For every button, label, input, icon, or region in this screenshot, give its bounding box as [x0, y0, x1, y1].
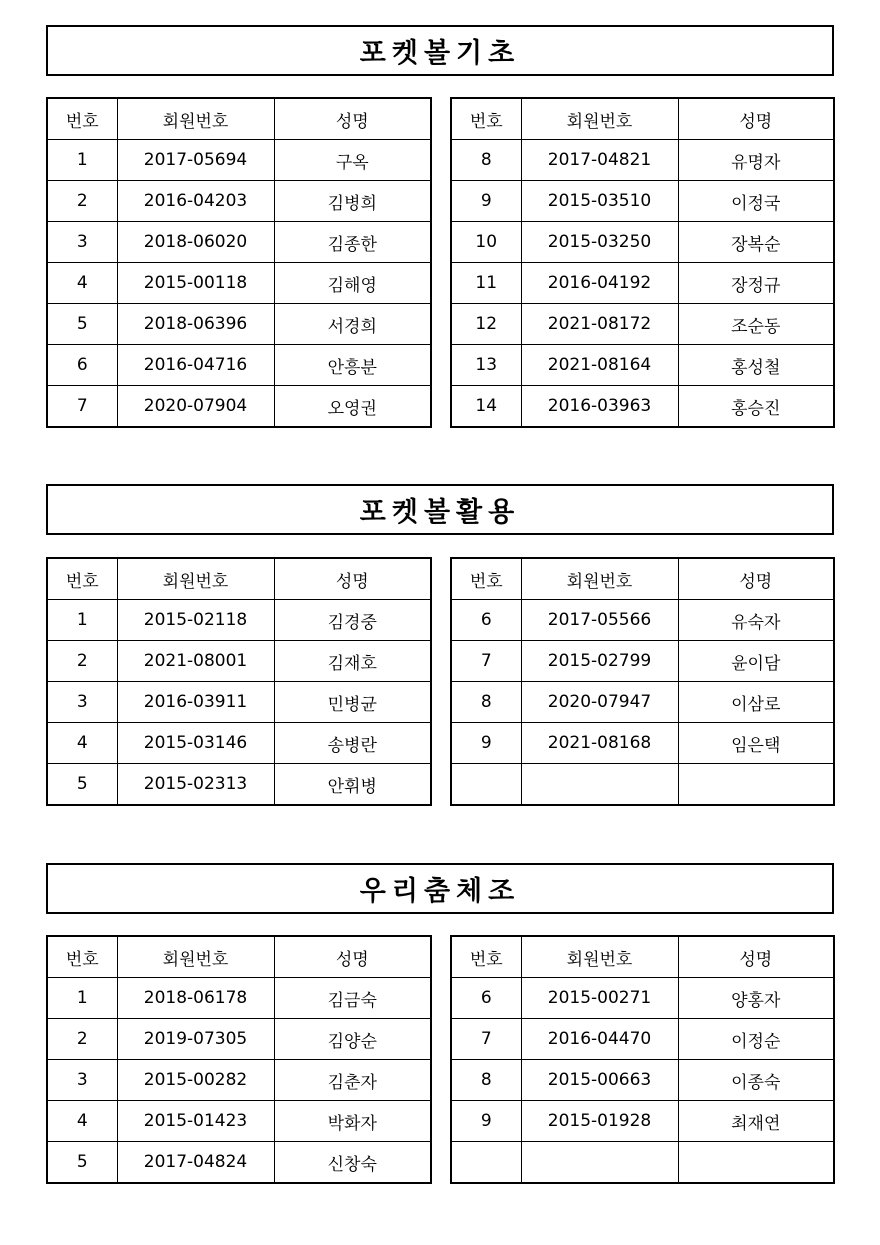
- member-id-cell: 2015-01928: [521, 1101, 678, 1142]
- member-id-cell: 2018-06396: [117, 304, 274, 345]
- section-title: 우리춤체조: [46, 863, 834, 914]
- member-name-cell: 김재호: [274, 641, 431, 682]
- member-name-cell: 구옥: [274, 140, 431, 181]
- table-row: [47, 1060, 431, 1101]
- header-row: [451, 558, 834, 600]
- member-name-cell: 이정국: [678, 181, 834, 222]
- member-number-cell: 8: [451, 140, 521, 181]
- table-row: [47, 304, 431, 345]
- member-number-cell: 9: [451, 723, 521, 764]
- member-name-cell: 서경희: [274, 304, 431, 345]
- table-row: [47, 1142, 431, 1184]
- table-row: [451, 1101, 834, 1142]
- section-title: 포켓볼기초: [46, 25, 834, 76]
- member-id-cell: 2015-03250: [521, 222, 678, 263]
- header-member-id: 회원번호: [521, 558, 678, 600]
- member-name-cell: 박화자: [274, 1101, 431, 1142]
- member-number-cell: [451, 1142, 521, 1184]
- member-number-cell: 4: [47, 263, 117, 304]
- member-number-cell: 6: [451, 600, 521, 641]
- member-number-cell: 4: [47, 1101, 117, 1142]
- table-row: [47, 140, 431, 181]
- table-row: [47, 723, 431, 764]
- roster-table-right: [450, 935, 835, 1184]
- member-number-cell: 6: [451, 978, 521, 1019]
- table-row: [451, 641, 834, 682]
- table-row: [451, 1019, 834, 1060]
- member-number-cell: 8: [451, 1060, 521, 1101]
- member-name-cell: 오영권: [274, 386, 431, 428]
- table-row: [47, 764, 431, 806]
- roster-table-left: [46, 97, 432, 428]
- member-number-cell: 12: [451, 304, 521, 345]
- member-id-cell: 2020-07947: [521, 682, 678, 723]
- member-name-cell: 장복순: [678, 222, 834, 263]
- table-row: [451, 1060, 834, 1101]
- member-id-cell: 2018-06178: [117, 978, 274, 1019]
- table-row: [451, 723, 834, 764]
- member-number-cell: 8: [451, 682, 521, 723]
- header-name: 성명: [678, 936, 834, 978]
- member-number-cell: 7: [451, 1019, 521, 1060]
- table-row: [451, 764, 834, 806]
- member-name-cell: 유숙자: [678, 600, 834, 641]
- table-row: [47, 1019, 431, 1060]
- member-id-cell: 2017-04821: [521, 140, 678, 181]
- member-name-cell: 이종숙: [678, 1060, 834, 1101]
- member-id-cell: 2017-05566: [521, 600, 678, 641]
- roster-table-left: [46, 557, 432, 806]
- member-name-cell: 윤이담: [678, 641, 834, 682]
- table-row: [451, 345, 834, 386]
- header-member-id: 회원번호: [117, 936, 274, 978]
- member-name-cell: 김금숙: [274, 978, 431, 1019]
- header-name: 성명: [274, 936, 431, 978]
- member-number-cell: 3: [47, 222, 117, 263]
- member-name-cell: [678, 1142, 834, 1184]
- member-id-cell: 2015-00118: [117, 263, 274, 304]
- member-name-cell: 최재연: [678, 1101, 834, 1142]
- member-number-cell: 5: [47, 764, 117, 806]
- member-number-cell: 5: [47, 304, 117, 345]
- member-id-cell: 2021-08164: [521, 345, 678, 386]
- member-number-cell: 9: [451, 1101, 521, 1142]
- header-member-id: 회원번호: [521, 936, 678, 978]
- member-number-cell: 2: [47, 641, 117, 682]
- member-name-cell: 유명자: [678, 140, 834, 181]
- member-number-cell: 2: [47, 1019, 117, 1060]
- member-id-cell: 2016-04716: [117, 345, 274, 386]
- member-number-cell: 4: [47, 723, 117, 764]
- member-id-cell: 2018-06020: [117, 222, 274, 263]
- header-number: 번호: [47, 936, 117, 978]
- roster-table-left: [46, 935, 432, 1184]
- member-id-cell: 2015-03146: [117, 723, 274, 764]
- member-number-cell: 1: [47, 140, 117, 181]
- member-id-cell: 2016-03963: [521, 386, 678, 428]
- member-name-cell: 장정규: [678, 263, 834, 304]
- member-id-cell: 2016-04470: [521, 1019, 678, 1060]
- header-number: 번호: [451, 936, 521, 978]
- table-row: [47, 641, 431, 682]
- member-number-cell: 7: [47, 386, 117, 428]
- member-number-cell: 2: [47, 181, 117, 222]
- member-number-cell: 11: [451, 263, 521, 304]
- member-name-cell: 홍승진: [678, 386, 834, 428]
- member-id-cell: 2021-08168: [521, 723, 678, 764]
- member-name-cell: 김경중: [274, 600, 431, 641]
- header-row: [47, 558, 431, 600]
- member-id-cell: 2015-00282: [117, 1060, 274, 1101]
- table-row: [47, 263, 431, 304]
- member-name-cell: 김해영: [274, 263, 431, 304]
- roster-table-right: [450, 97, 835, 428]
- header-row: [451, 98, 834, 140]
- header-name: 성명: [678, 558, 834, 600]
- member-name-cell: 홍성철: [678, 345, 834, 386]
- table-row: [451, 1142, 834, 1184]
- table-row: [47, 682, 431, 723]
- member-id-cell: 2020-07904: [117, 386, 274, 428]
- member-number-cell: 13: [451, 345, 521, 386]
- table-row: [451, 978, 834, 1019]
- member-number-cell: [451, 764, 521, 806]
- table-row: [47, 978, 431, 1019]
- table-row: [451, 181, 834, 222]
- header-name: 성명: [274, 558, 431, 600]
- header-number: 번호: [47, 98, 117, 140]
- member-id-cell: 2015-02313: [117, 764, 274, 806]
- header-row: [451, 936, 834, 978]
- member-id-cell: 2017-05694: [117, 140, 274, 181]
- member-number-cell: 10: [451, 222, 521, 263]
- section-title: 포켓볼활용: [46, 484, 834, 535]
- table-row: [451, 682, 834, 723]
- member-name-cell: 김병희: [274, 181, 431, 222]
- member-number-cell: 6: [47, 345, 117, 386]
- table-row: [47, 222, 431, 263]
- member-name-cell: 안휘병: [274, 764, 431, 806]
- table-row: [47, 386, 431, 428]
- header-number: 번호: [47, 558, 117, 600]
- table-row: [451, 304, 834, 345]
- table-row: [451, 263, 834, 304]
- header-name: 성명: [678, 98, 834, 140]
- table-row: [451, 600, 834, 641]
- member-id-cell: 2015-00663: [521, 1060, 678, 1101]
- member-name-cell: 김춘자: [274, 1060, 431, 1101]
- member-name-cell: 이삼로: [678, 682, 834, 723]
- member-id-cell: 2021-08001: [117, 641, 274, 682]
- member-number-cell: 5: [47, 1142, 117, 1184]
- member-id-cell: [521, 1142, 678, 1184]
- member-name-cell: 임은택: [678, 723, 834, 764]
- member-id-cell: 2015-02799: [521, 641, 678, 682]
- member-name-cell: 민병균: [274, 682, 431, 723]
- member-id-cell: 2016-04203: [117, 181, 274, 222]
- table-row: [451, 386, 834, 428]
- header-row: [47, 98, 431, 140]
- header-name: 성명: [274, 98, 431, 140]
- member-name-cell: [678, 764, 834, 806]
- member-number-cell: 1: [47, 978, 117, 1019]
- member-id-cell: 2015-03510: [521, 181, 678, 222]
- member-id-cell: 2016-03911: [117, 682, 274, 723]
- member-name-cell: 조순동: [678, 304, 834, 345]
- member-number-cell: 9: [451, 181, 521, 222]
- member-id-cell: 2017-04824: [117, 1142, 274, 1184]
- table-row: [47, 1101, 431, 1142]
- member-number-cell: 7: [451, 641, 521, 682]
- member-id-cell: 2016-04192: [521, 263, 678, 304]
- member-id-cell: [521, 764, 678, 806]
- member-number-cell: 3: [47, 682, 117, 723]
- member-id-cell: 2021-08172: [521, 304, 678, 345]
- member-id-cell: 2015-01423: [117, 1101, 274, 1142]
- header-member-id: 회원번호: [117, 98, 274, 140]
- member-name-cell: 김양순: [274, 1019, 431, 1060]
- member-id-cell: 2015-02118: [117, 600, 274, 641]
- member-number-cell: 1: [47, 600, 117, 641]
- header-number: 번호: [451, 98, 521, 140]
- table-row: [451, 222, 834, 263]
- member-name-cell: 김종한: [274, 222, 431, 263]
- member-number-cell: 3: [47, 1060, 117, 1101]
- member-id-cell: 2015-00271: [521, 978, 678, 1019]
- table-row: [47, 600, 431, 641]
- table-row: [47, 345, 431, 386]
- member-id-cell: 2019-07305: [117, 1019, 274, 1060]
- roster-table-right: [450, 557, 835, 806]
- header-member-id: 회원번호: [117, 558, 274, 600]
- member-name-cell: 송병란: [274, 723, 431, 764]
- header-number: 번호: [451, 558, 521, 600]
- header-row: [47, 936, 431, 978]
- member-name-cell: 양홍자: [678, 978, 834, 1019]
- table-row: [47, 181, 431, 222]
- member-name-cell: 이정순: [678, 1019, 834, 1060]
- member-number-cell: 14: [451, 386, 521, 428]
- member-name-cell: 안흥분: [274, 345, 431, 386]
- header-member-id: 회원번호: [521, 98, 678, 140]
- member-name-cell: 신창숙: [274, 1142, 431, 1184]
- table-row: [451, 140, 834, 181]
